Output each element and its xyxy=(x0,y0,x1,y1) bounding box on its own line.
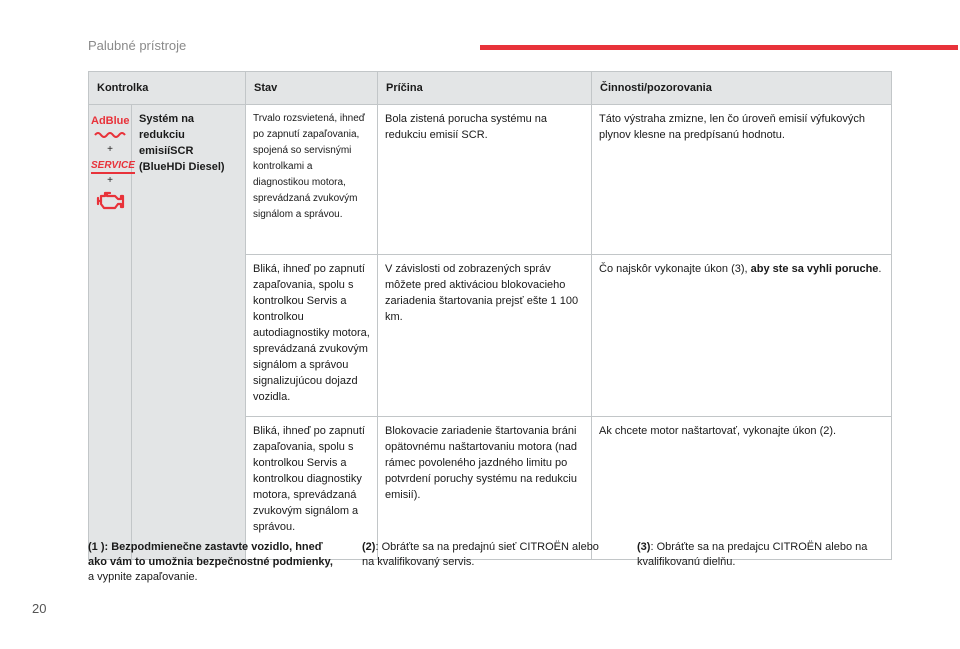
header-pricina: Príčina xyxy=(378,72,592,105)
plus-sign: + xyxy=(107,144,113,155)
system-name-cell xyxy=(132,105,246,560)
table-header-row xyxy=(89,72,892,105)
header-accent-bar xyxy=(480,45,958,50)
icons-cell xyxy=(89,105,135,560)
footnote-3: (3): Obráťte sa na predajcu CITROËN alebo na kvalifikovanú dielňu. xyxy=(637,541,868,568)
pricina-cell: V závislosti od zobrazených správ môžete pred aktiváciou blokovacieho zariadenia štartovania prejsť ešte 1 100 km. xyxy=(378,255,592,417)
header-cinnosti: Činnosti/pozorovania xyxy=(592,72,892,105)
adblue-icon: AdBlue xyxy=(91,115,129,143)
header-kontrolka: Kontrolka xyxy=(89,72,246,105)
stav-cell: Trvalo rozsvietená, ihneď po zapnutí zapaľovania, spojená so servisnými kontrolkami a diagnostikou motora, sprevádzaná zvukovým signálom a správou. xyxy=(246,105,378,255)
table-row xyxy=(89,105,892,255)
cinnosti-cell: Čo najskôr vykonajte úkon (3), aby ste sa vyhli poruche. xyxy=(592,255,892,417)
plus-sign: + xyxy=(107,175,113,186)
stav-cell: Bliká, ihneď po zapnutí zapaľovania, spolu s kontrolkou Servis a kontrolkou diagnostiky motora, sprevádzaná zvukovým signálom a správou. xyxy=(246,417,378,560)
service-icon: SERVICE xyxy=(91,159,135,174)
stav-cell: Bliká, ihneď po zapnutí zapaľovania, spolu s kontrolkou Servis a kontrolkou autodiagnostiky motora, sprevádzaná zvukovým signálom a správou signalizujúcou dojazd vozidla. xyxy=(246,255,378,417)
warning-lights-table xyxy=(88,71,892,560)
footnote-1: (1 ): Bezpodmienečne zastavte vozidlo, hneď ako vám to umožnia bezpečnostné podmienky, a vypnite zapaľovanie. xyxy=(88,541,333,583)
page-number: 20 xyxy=(32,601,47,616)
header-stav: Stav xyxy=(246,72,378,105)
system-name: Systém na redukciu emisiíSCR (BlueHDi Diesel) xyxy=(139,113,225,173)
engine-check-icon xyxy=(91,189,129,216)
cinnosti-cell: Táto výstraha zmizne, len čo úroveň emisií výfukových plynov klesne na predpísanú hodnotu. xyxy=(592,105,892,255)
pricina-cell: Blokovacie zariadenie štartovania bráni opätovnému naštartovaniu motora (nad rámec povoleného jazdného limitu po potvrdení poruchy systému na redukciu emisií). xyxy=(378,417,592,560)
pricina-cell: Bola zistená porucha systému na redukciu emisií SCR. xyxy=(378,105,592,255)
section-title: Palubné prístroje xyxy=(88,38,187,53)
cinnosti-cell: Ak chcete motor naštartovať, vykonajte úkon (2). xyxy=(592,417,892,560)
footnote-2: (2): Obráťte sa na predajnú sieť CITROËN alebo na kvalifikovaný servis. xyxy=(362,541,599,568)
